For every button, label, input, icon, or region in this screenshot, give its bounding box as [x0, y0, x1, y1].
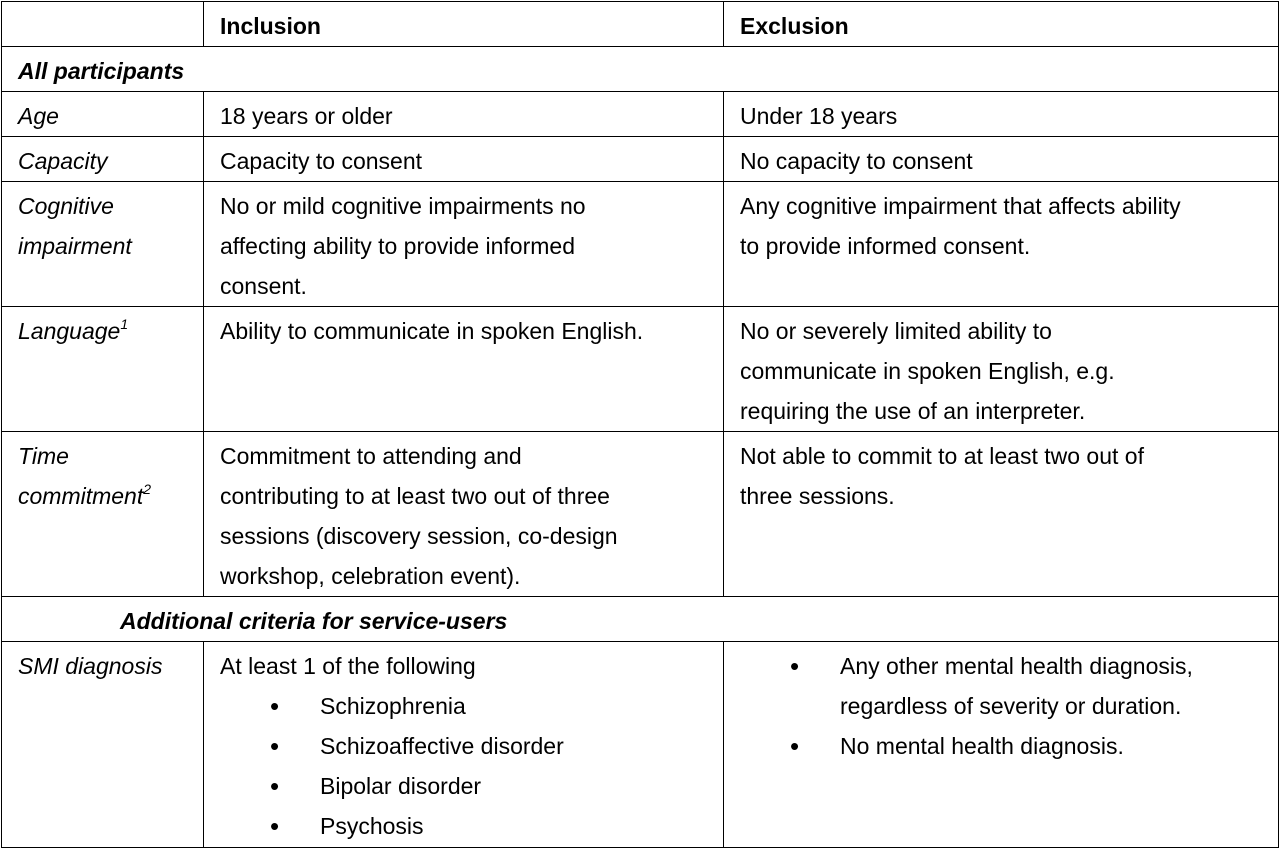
language-exclusion-line-2: communicate in spoken English, e.g. [740, 358, 1115, 384]
header-exclusion: Exclusion [724, 2, 1279, 47]
language-exclusion-line-1: No or severely limited ability to [740, 318, 1052, 344]
time-exclusion-line-2: three sessions. [740, 483, 895, 509]
bullet-icon [270, 686, 279, 727]
row-label-time-commitment [2, 432, 204, 597]
row-label-smi-diagnosis: SMI diagnosis [2, 642, 204, 848]
time-label-line-1: Time [18, 443, 69, 469]
smi-item-text: Schizoaffective disorder [320, 733, 564, 759]
smi-item-text: Bipolar disorder [320, 773, 482, 799]
cognitive-label-line-2: impairment [18, 233, 132, 259]
smi-inclusion-list [220, 686, 707, 846]
cognitive-inclusion-line-1: No or mild cognitive impairments no [220, 193, 586, 219]
table-row-age [2, 92, 1279, 137]
time-exclusion-line-1: Not able to commit to at least two out of [740, 443, 1144, 469]
time-inclusion-line-4: workshop, celebration event). [220, 563, 521, 589]
time-inclusion-line-2: contributing to at least two out of three [220, 483, 610, 509]
cognitive-inclusion-line-3: consent. [220, 273, 307, 299]
list-item [220, 806, 707, 846]
time-label-line-2 [18, 476, 187, 516]
cognitive-exclusion-line-1: Any cognitive impairment that affects ability [740, 193, 1181, 219]
age-inclusion: 18 years or older [204, 92, 724, 137]
cognitive-label-line-1: Cognitive [18, 193, 114, 219]
smi-exclusion [724, 642, 1279, 848]
smi-inclusion [204, 642, 724, 848]
bullet-icon [270, 806, 279, 847]
smi-inclusion-intro: At least 1 of the following [220, 653, 476, 679]
table-row-cognitive-impairment [2, 182, 1279, 307]
capacity-exclusion: No capacity to consent [724, 137, 1279, 182]
criteria-table [1, 1, 1279, 848]
time-exclusion [724, 432, 1279, 597]
bullet-icon [790, 646, 799, 687]
list-item [220, 726, 707, 766]
section-row-service-users [2, 597, 1279, 642]
section-service-users: Additional criteria for service-users [2, 597, 1279, 642]
bullet-icon [270, 766, 279, 807]
language-label-text: Language [18, 318, 121, 344]
list-item [220, 686, 707, 726]
row-label-capacity: Capacity [2, 137, 204, 182]
header-row [2, 2, 1279, 47]
row-label-language [2, 307, 204, 432]
time-label-line-2-text: commitment [18, 483, 144, 509]
cognitive-inclusion [204, 182, 724, 307]
row-label-cognitive-impairment [2, 182, 204, 307]
table-row-smi-diagnosis [2, 642, 1279, 848]
smi-exclusion-list [740, 646, 1262, 766]
row-label-age: Age [2, 92, 204, 137]
list-item [740, 646, 1262, 726]
time-inclusion-line-3: sessions (discovery session, co-design [220, 523, 618, 549]
bullet-icon [270, 726, 279, 767]
cognitive-inclusion-line-2: affecting ability to provide informed [220, 233, 575, 259]
smi-item-text: Schizophrenia [320, 693, 466, 719]
footnote-marker-2: 2 [143, 481, 152, 497]
header-inclusion: Inclusion [204, 2, 724, 47]
header-empty-cell [2, 2, 204, 47]
cognitive-exclusion [724, 182, 1279, 307]
language-exclusion-line-3: requiring the use of an interpreter. [740, 398, 1086, 424]
list-item [220, 766, 707, 806]
smi-exclusion-item-2: No mental health diagnosis. [840, 733, 1124, 759]
section-row-all-participants [2, 47, 1279, 92]
smi-exclusion-item-1-line-2: regardless of severity or duration. [840, 693, 1182, 719]
list-item [740, 726, 1262, 766]
time-inclusion [204, 432, 724, 597]
language-exclusion [724, 307, 1279, 432]
table-row-language [2, 307, 1279, 432]
cognitive-exclusion-line-2: to provide informed consent. [740, 233, 1031, 259]
capacity-inclusion: Capacity to consent [204, 137, 724, 182]
age-exclusion: Under 18 years [724, 92, 1279, 137]
table-row-time-commitment [2, 432, 1279, 597]
section-all-participants: All participants [2, 47, 1279, 92]
smi-exclusion-item-1-line-1: Any other mental health diagnosis, [840, 653, 1193, 679]
footnote-marker-1: 1 [120, 316, 129, 332]
language-inclusion: Ability to communicate in spoken English. [204, 307, 724, 432]
bullet-icon [790, 726, 799, 767]
smi-item-text: Psychosis [320, 813, 424, 839]
time-inclusion-line-1: Commitment to attending and [220, 443, 522, 469]
table-row-capacity [2, 137, 1279, 182]
